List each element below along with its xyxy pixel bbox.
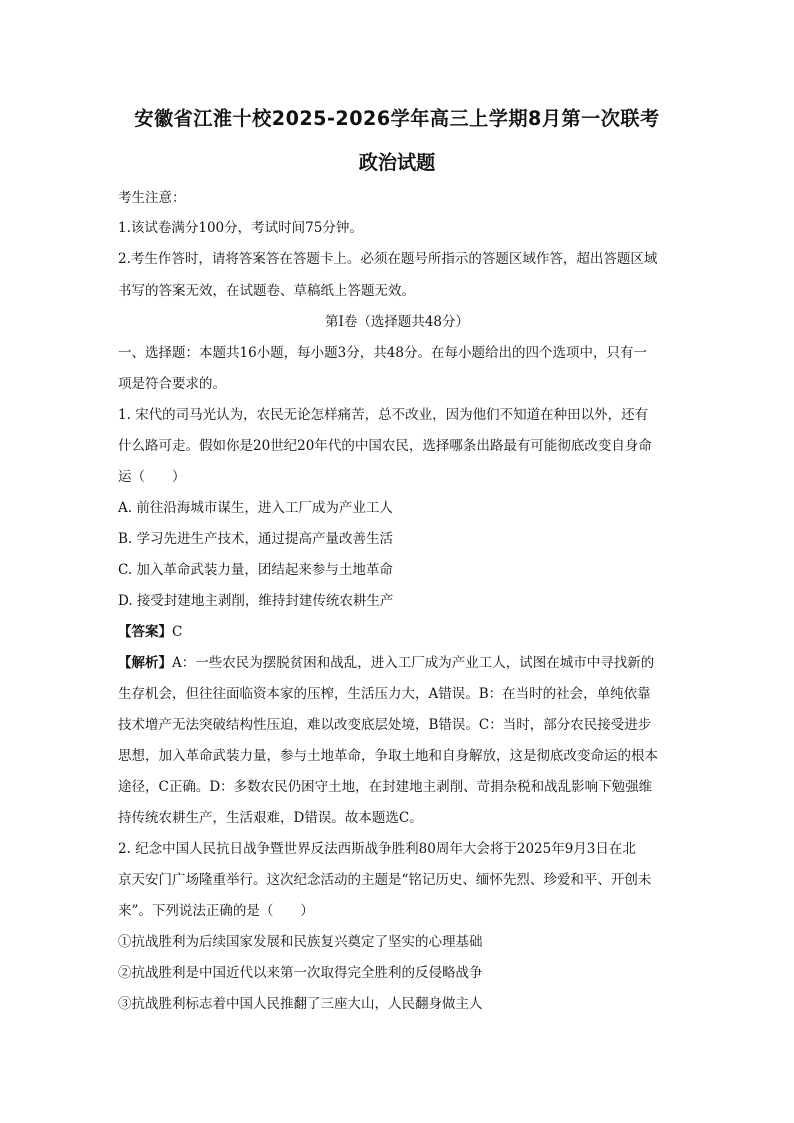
q2-stem-line-3: 来”。下列说法正确的是（ ）	[118, 903, 314, 919]
q1-option-a: A. 前往沿海城市谋生，进入工厂成为产业工人	[118, 500, 393, 516]
q1-option-d: D. 接受封建地主剥削，维持封建传统农耕生产	[118, 593, 394, 609]
notice-item-2-line-2: 书写的答案无效，在试题卷、草稿纸上答题无效。	[118, 283, 415, 299]
section-intro-line-2: 项是符合要求的。	[118, 376, 226, 392]
section-intro-line-1: 一、选择题：本题共16小题，每小题3分，共48分。在每小题给出的四个选项中，只有一	[118, 345, 647, 361]
q1-analysis-line-1	[118, 654, 654, 672]
notice-item-1: 1.该试卷满分100分，考试时间75分钟。	[118, 220, 363, 236]
q1-analysis-line-4: 思想，加入革命武装力量，参与土地革命，争取土地和自身解放，这是彻底改变命运的根本	[118, 748, 658, 764]
notice-item-2-line-1: 2.考生作答时，请将答案答在答题卡上。必须在题号所指示的答题区域作答，超出答题区域	[118, 251, 658, 267]
q2-item-2: ②抗战胜利是中国近代以来第一次取得完全胜利的反侵略战争	[118, 965, 483, 981]
q1-stem-line-1: 1. 宋代的司马光认为，农民无论怎样痛苦，总不改业，因为他们不知道在种田以外，还有	[118, 407, 649, 423]
q1-analysis-line-6: 持传统农耕生产，生活艰难，D错误。故本题选C。	[118, 810, 423, 826]
answer-value: C	[172, 624, 183, 640]
q2-item-1: ①抗战胜利为后续国家发展和民族复兴奠定了坚实的心理基础	[118, 934, 483, 950]
exam-subject-title: 政治试题	[358, 151, 436, 174]
q1-stem-line-2: 什么路可走。假如你是20世纪20年代的中国农民，选择哪条出路最有可能彻底改变自身命	[118, 438, 652, 454]
notice-heading: 考生注意：	[118, 190, 186, 206]
q1-stem-line-3: 运（ ）	[118, 469, 186, 485]
q1-option-b: B. 学习先进生产技术，通过提高产量改善生活	[118, 531, 394, 547]
q1-analysis-line-3: 技术增产无法突破结构性压迫，难以改变底层处境，B错误。C：当时，部分农民接受进步	[118, 717, 652, 733]
q1-answer	[118, 623, 182, 641]
q1-option-c: C. 加入革命武装力量，团结起来参与土地革命	[118, 562, 393, 578]
q1-analysis-line-5: 途径，C正确。D：多数农民仍困守土地，在封建地主剥削、苛捐杂税和战乱影响下勉强维	[118, 779, 653, 795]
analysis-text: A：一些农民为摆脱贫困和战乱，进入工厂成为产业工人，试图在城市中寻找新的	[172, 655, 655, 671]
volume-title: 第Ⅰ卷（选择题共48分）	[324, 314, 469, 330]
q1-analysis-line-2: 生存机会，但往往面临资本家的压榨，生活压力大，A错误。B：在当时的社会，单纯依靠	[118, 686, 651, 702]
exam-title: 安徽省江淮十校2025-2026学年高三上学期8月第一次联考	[134, 107, 660, 130]
q2-stem-line-2: 京天安门广场隆重举行。这次纪念活动的主题是“铭记历史、缅怀先烈、珍爱和平、开创未	[118, 872, 652, 888]
answer-label: 【答案】	[118, 624, 172, 640]
q2-stem-line-1: 2. 纪念中国人民抗日战争暨世界反法西斯战争胜利80周年大会将于2025年9月3日在北	[118, 841, 636, 857]
analysis-label: 【解析】	[118, 655, 172, 671]
q2-item-3: ③抗战胜利标志着中国人民推翻了三座大山，人民翻身做主人	[118, 996, 483, 1012]
